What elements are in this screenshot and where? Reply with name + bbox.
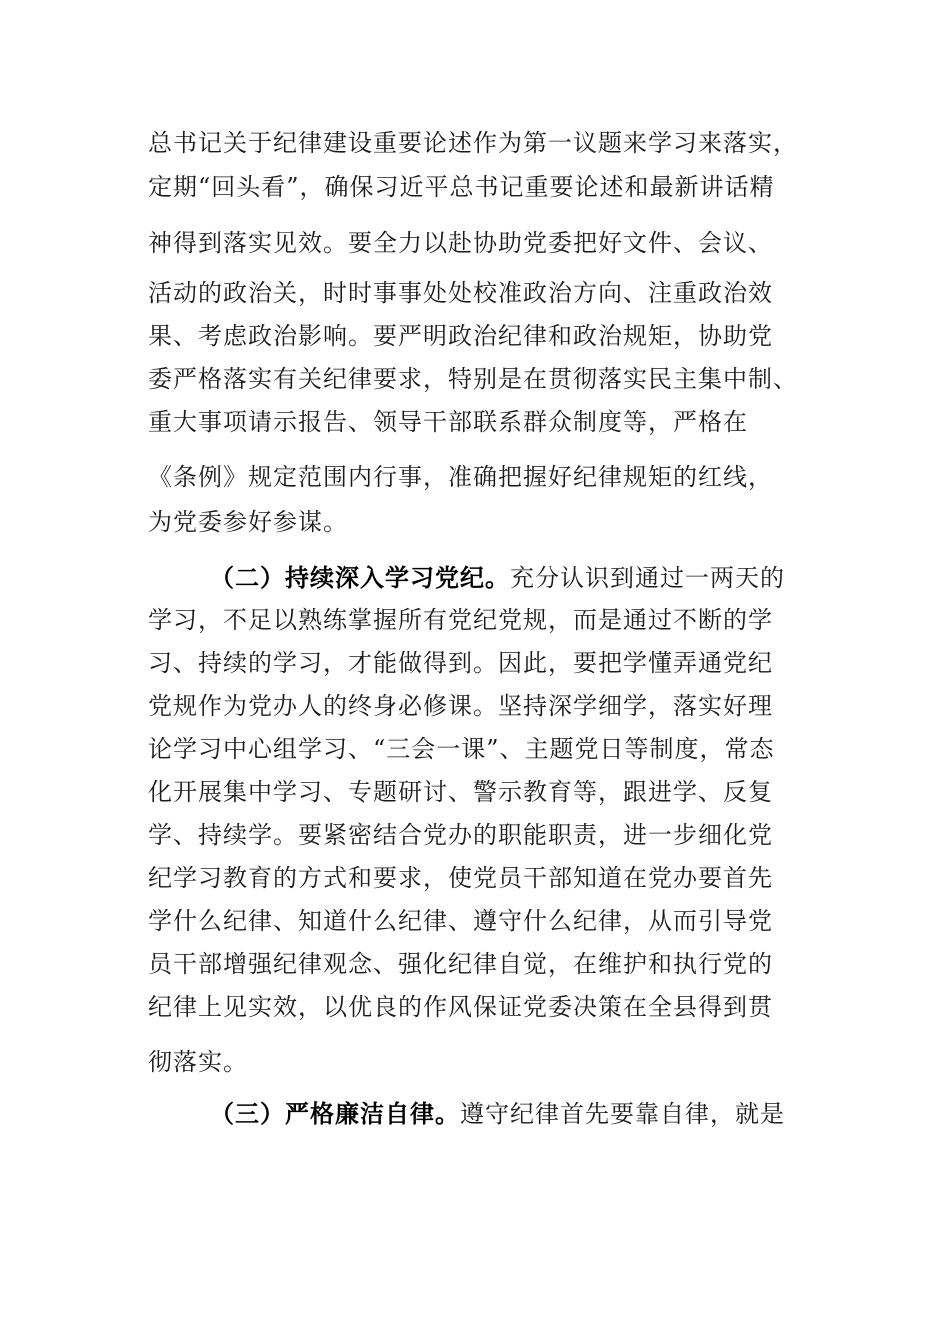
paragraph-line: 委严格落实有关纪律要求，特别是在贯彻落实民主集中制、 [148, 365, 798, 393]
paragraph-line: 学习，不足以熟练掌握所有党纪党规，而是通过不断的学 [148, 606, 773, 634]
paragraph-line: 纪律上见实效，以优良的作风保证党委决策在全县得到贯 [148, 993, 773, 1021]
paragraph-line: 党规作为党办人的终身必修课。坚持深学细学，落实好理 [148, 692, 773, 720]
section-2-first-line-text: 充分认识到通过一两天的 [510, 564, 785, 592]
section-2-heading: （二）持续深入学习党纪。 [210, 563, 510, 592]
section-3-heading: （三）严格廉洁自律。 [210, 1099, 460, 1128]
paragraph-line: 学、持续学。要紧密结合党办的职能职责，进一步细化党 [148, 821, 773, 849]
paragraph-line: 学什么纪律、知道什么纪律、遵守什么纪律，从而引导党 [148, 907, 773, 935]
paragraph-line: 论学习中心组学习、“三会一课”、主题党日等制度，常态 [148, 735, 775, 763]
paragraph-line: 纪学习教育的方式和要求，使党员干部知道在党办要首先 [148, 864, 773, 892]
paragraph-line: 活动的政治关，时时事事处处校准政治方向、注重政治效 [148, 279, 773, 307]
paragraph-line: 神得到落实见效。要全力以赴协助党委把好文件、会议、 [148, 229, 773, 257]
paragraph-line: 重大事项请示报告、领导干部联系群众制度等，严格在 [148, 408, 748, 436]
paragraph-line: 总书记关于纪律建设重要论述作为第一议题来学习来落实， [148, 129, 798, 157]
section-3-first-line-text: 遵守纪律首先要靠自律，就是 [460, 1100, 785, 1128]
section-3-first-line [210, 1099, 785, 1129]
paragraph-line: 彻落实。 [148, 1048, 248, 1076]
paragraph-line: 化开展集中学习、专题研讨、警示教育等，跟进学、反复 [148, 778, 773, 806]
paragraph-line: 果、考虑政治影响。要严明政治纪律和政治规矩，协助党 [148, 322, 773, 350]
paragraph-line: 员干部增强纪律观念、强化纪律自觉，在维护和执行党的 [148, 950, 773, 978]
paragraph-line: 为党委参好参谋。 [148, 508, 348, 536]
paragraph-line: 《条例》规定范围内行事，准确把握好纪律规矩的红线， [148, 463, 773, 491]
section-2-first-line [210, 563, 785, 593]
paragraph-line: 定期“回头看”，确保习近平总书记重要论述和最新讲话精 [148, 173, 775, 201]
paragraph-line: 习、持续的学习，才能做得到。因此，要把学懂弄通党纪 [148, 649, 773, 677]
